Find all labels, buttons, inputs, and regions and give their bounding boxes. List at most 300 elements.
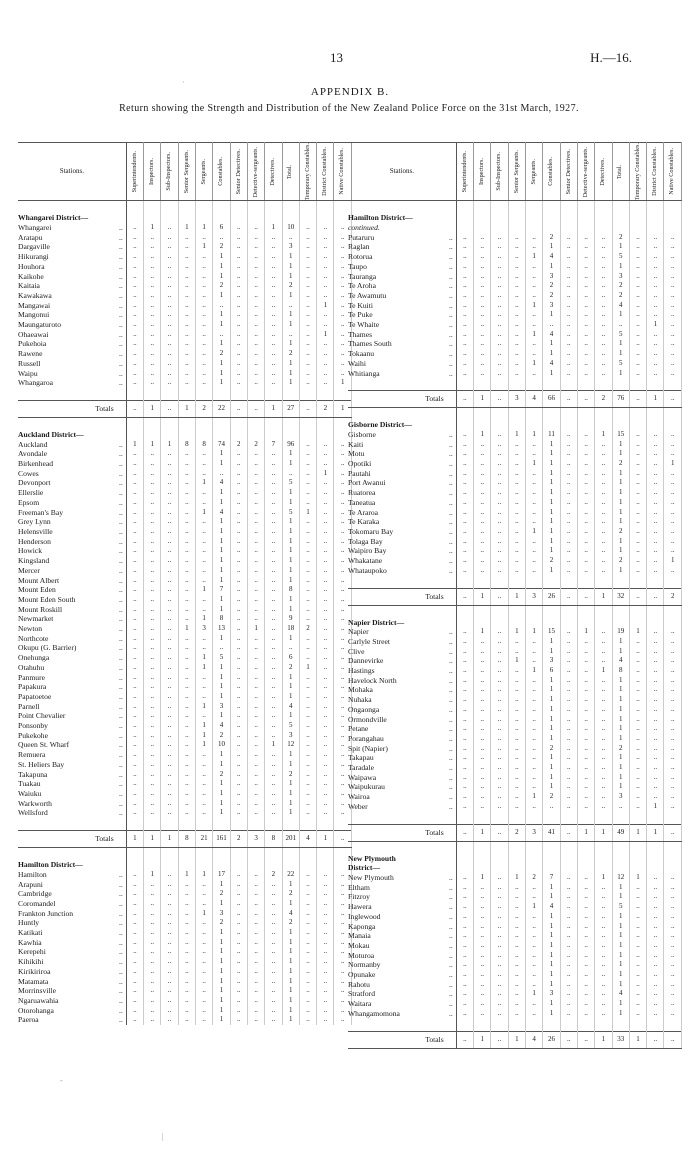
- station-name-cell: [348, 922, 456, 932]
- station-name: Tokaanu: [348, 349, 375, 359]
- total-value: 27: [282, 400, 299, 417]
- value-cell: ..: [560, 330, 577, 340]
- value-cell: ..: [577, 301, 594, 311]
- leader-dots: ..: [448, 675, 453, 685]
- station-name: Opotiki: [348, 459, 372, 469]
- station-name: Taradale: [348, 763, 375, 773]
- value-cell: ..: [299, 789, 316, 799]
- station-name: Mount Eden South: [18, 594, 76, 604]
- empty-cell: [508, 223, 525, 233]
- value-cell: 1: [213, 750, 230, 760]
- empty-cell: [317, 430, 334, 440]
- value-cell: ..: [508, 1009, 525, 1019]
- value-cell: 1: [213, 566, 230, 576]
- value-cell: 1: [543, 734, 560, 744]
- station-name-cell: [18, 233, 126, 243]
- station-name-cell: [348, 763, 456, 773]
- value-cell: ..: [230, 369, 247, 379]
- empty-cell: [525, 618, 542, 628]
- value-cell: ..: [508, 478, 525, 488]
- value-cell: ..: [195, 517, 212, 527]
- leader-dots: ..: [118, 339, 123, 349]
- empty-cell: [144, 213, 161, 223]
- station-row: [348, 242, 682, 252]
- station-name: Pukekohe: [18, 730, 48, 740]
- value-cell: ..: [178, 349, 195, 359]
- empty-cell: [456, 863, 473, 873]
- value-cell: ..: [577, 705, 594, 715]
- value-cell: 2: [213, 918, 230, 928]
- value-cell: ..: [178, 1006, 195, 1016]
- leader-dots: ..: [448, 950, 453, 960]
- station-name: Ellerslie: [18, 488, 44, 498]
- station-row: [18, 1006, 352, 1016]
- station-name: Te Awamutu: [348, 290, 387, 300]
- spacer-cell: [595, 1019, 612, 1032]
- value-cell: ..: [265, 624, 282, 634]
- value-cell: ..: [299, 702, 316, 712]
- column-header: [543, 143, 560, 201]
- leader-dots: ..: [448, 459, 453, 469]
- value-cell: ..: [178, 242, 195, 252]
- value-cell: ..: [247, 262, 264, 272]
- value-cell: ..: [456, 449, 473, 459]
- value-cell: ..: [334, 996, 352, 1006]
- value-cell: ..: [474, 359, 491, 369]
- value-cell: ..: [299, 498, 316, 508]
- value-cell: ..: [508, 922, 525, 932]
- value-cell: ..: [334, 449, 352, 459]
- value-cell: ..: [195, 682, 212, 692]
- station-name-cell: [18, 566, 126, 576]
- station-name-cell: [348, 724, 456, 734]
- value-cell: ..: [334, 527, 352, 537]
- value-cell: ..: [525, 349, 542, 359]
- value-cell: 3: [213, 702, 230, 712]
- spacer-cell: [577, 812, 594, 825]
- value-cell: ..: [525, 980, 542, 990]
- value-cell: ..: [299, 731, 316, 741]
- value-cell: ..: [456, 339, 473, 349]
- station-name-cell: [18, 440, 126, 450]
- column-header: [560, 143, 577, 201]
- value-cell: ..: [161, 527, 178, 537]
- value-cell: 1: [213, 310, 230, 320]
- value-cell: ..: [525, 802, 542, 812]
- leader-dots: ..: [448, 704, 453, 714]
- value-cell: ..: [230, 789, 247, 799]
- spacer-cell: [247, 388, 264, 401]
- station-row: [348, 517, 682, 527]
- leader-dots: ..: [448, 872, 453, 882]
- station-name: Putaruru: [348, 232, 375, 242]
- value-cell: ..: [647, 734, 664, 744]
- value-cell: ..: [491, 359, 508, 369]
- value-cell: ..: [334, 711, 352, 721]
- value-cell: ..: [629, 233, 646, 243]
- value-cell: ..: [299, 310, 316, 320]
- value-cell: 1: [213, 799, 230, 809]
- station-name-cell: [348, 873, 456, 883]
- value-cell: ..: [178, 889, 195, 899]
- total-value: ..: [491, 391, 508, 408]
- value-cell: ..: [230, 262, 247, 272]
- value-cell: ..: [595, 705, 612, 715]
- value-cell: ..: [334, 899, 352, 909]
- value-cell: ..: [334, 740, 352, 750]
- station-name: Epsom: [18, 497, 40, 507]
- value-cell: ..: [629, 715, 646, 725]
- value-cell: ..: [195, 928, 212, 938]
- value-cell: 1: [508, 430, 525, 440]
- spacer-cell: [18, 388, 126, 401]
- value-cell: ..: [161, 566, 178, 576]
- value-cell: ..: [664, 301, 682, 311]
- spacer-cell: [474, 576, 491, 589]
- value-cell: 1: [612, 999, 629, 1009]
- value-cell: ..: [178, 252, 195, 262]
- value-cell: ..: [317, 740, 334, 750]
- leader-dots: ..: [118, 271, 123, 281]
- value-cell: ..: [247, 498, 264, 508]
- leader-dots: ..: [118, 358, 123, 368]
- station-name-cell: [18, 281, 126, 291]
- value-cell: ..: [560, 469, 577, 479]
- value-cell: 1: [474, 873, 491, 883]
- column-header: [525, 143, 542, 201]
- empty-cell: [144, 860, 161, 870]
- empty-cell: [144, 430, 161, 440]
- value-cell: ..: [560, 320, 577, 330]
- value-cell: ..: [629, 734, 646, 744]
- value-cell: ..: [195, 301, 212, 311]
- column-header: [664, 143, 682, 201]
- value-cell: ..: [195, 252, 212, 262]
- value-cell: ..: [629, 369, 646, 379]
- spacer-cell: [595, 378, 612, 391]
- value-cell: ..: [491, 291, 508, 301]
- value-cell: 1: [213, 605, 230, 615]
- value-cell: ..: [230, 760, 247, 770]
- value-cell: 1: [612, 685, 629, 695]
- empty-cell: [595, 213, 612, 223]
- leader-dots: ..: [118, 281, 123, 291]
- value-cell: ..: [334, 779, 352, 789]
- value-cell: ..: [247, 508, 264, 518]
- total-value: ..: [577, 588, 594, 605]
- value-cell: ..: [543, 802, 560, 812]
- empty-cell: [456, 420, 473, 430]
- station-name-cell: [18, 546, 126, 556]
- value-cell: ..: [491, 773, 508, 783]
- value-cell: 1: [629, 627, 646, 637]
- station-name-cell: [18, 967, 126, 977]
- value-cell: ..: [577, 469, 594, 479]
- value-cell: ..: [647, 951, 664, 961]
- total-value: ..: [491, 588, 508, 605]
- station-name-cell: [18, 799, 126, 809]
- value-cell: ..: [178, 653, 195, 663]
- spacer-cell: [247, 848, 264, 861]
- value-cell: 1: [213, 1015, 230, 1025]
- value-cell: ..: [525, 734, 542, 744]
- station-row: [348, 734, 682, 744]
- value-cell: ..: [664, 566, 682, 576]
- value-cell: ..: [299, 349, 316, 359]
- empty-cell: [230, 213, 247, 223]
- value-cell: ..: [299, 262, 316, 272]
- value-cell: ..: [525, 242, 542, 252]
- value-cell: ..: [195, 262, 212, 272]
- value-cell: ..: [195, 488, 212, 498]
- value-cell: ..: [144, 517, 161, 527]
- value-cell: ..: [317, 889, 334, 899]
- value-cell: ..: [161, 799, 178, 809]
- station-row: [18, 947, 352, 957]
- column-header-label: District Constables.: [651, 147, 659, 197]
- value-cell: ..: [334, 576, 352, 586]
- empty-cell: [595, 420, 612, 430]
- value-cell: ..: [612, 802, 629, 812]
- value-cell: ..: [299, 281, 316, 291]
- value-cell: ..: [629, 705, 646, 715]
- value-cell: 1: [543, 469, 560, 479]
- value-cell: ..: [161, 614, 178, 624]
- column-header-label: Sub-Inspectors.: [495, 152, 503, 191]
- station-name: Frankton Junction: [18, 908, 74, 918]
- value-cell: ..: [161, 595, 178, 605]
- value-cell: ..: [126, 517, 143, 527]
- value-cell: ..: [317, 760, 334, 770]
- value-cell: 1: [213, 488, 230, 498]
- leader-dots: ..: [118, 898, 123, 908]
- value-cell: ..: [491, 330, 508, 340]
- station-name: Takapau: [348, 753, 374, 763]
- empty-cell: [612, 863, 629, 873]
- value-cell: ..: [144, 996, 161, 1006]
- value-cell: ..: [508, 902, 525, 912]
- value-cell: 1: [213, 779, 230, 789]
- station-name: Kawhia: [18, 937, 42, 947]
- value-cell: ..: [525, 291, 542, 301]
- value-cell: ..: [213, 469, 230, 479]
- value-cell: ..: [265, 320, 282, 330]
- station-name-cell: [18, 595, 126, 605]
- value-cell: ..: [144, 469, 161, 479]
- value-cell: ..: [508, 566, 525, 576]
- value-cell: ..: [334, 808, 352, 818]
- value-cell: ..: [525, 320, 542, 330]
- value-cell: ..: [647, 744, 664, 754]
- value-cell: ..: [247, 889, 264, 899]
- station-row: [18, 799, 352, 809]
- station-name: Otahuhu: [18, 662, 45, 672]
- value-cell: ..: [647, 233, 664, 243]
- value-cell: ..: [126, 909, 143, 919]
- value-cell: ..: [230, 517, 247, 527]
- value-cell: ..: [456, 440, 473, 450]
- empty-cell: [230, 860, 247, 870]
- value-cell: 1: [282, 977, 299, 987]
- value-cell: 1: [525, 430, 542, 440]
- value-cell: ..: [178, 556, 195, 566]
- value-cell: ..: [178, 947, 195, 957]
- leader-dots: ..: [118, 662, 123, 672]
- leader-dots: ..: [118, 889, 123, 899]
- value-cell: ..: [647, 469, 664, 479]
- value-cell: ..: [508, 999, 525, 1009]
- value-cell: ..: [161, 242, 178, 252]
- station-name-cell: [18, 488, 126, 498]
- value-cell: ..: [664, 883, 682, 893]
- value-cell: ..: [664, 430, 682, 440]
- value-cell: ..: [265, 272, 282, 282]
- total-value: 2: [595, 391, 612, 408]
- value-cell: ..: [647, 301, 664, 311]
- value-cell: ..: [595, 802, 612, 812]
- value-cell: ..: [317, 643, 334, 653]
- value-cell: ..: [525, 744, 542, 754]
- value-cell: ..: [577, 546, 594, 556]
- value-cell: ..: [577, 310, 594, 320]
- value-cell: ..: [629, 310, 646, 320]
- value-cell: ..: [334, 272, 352, 282]
- value-cell: ..: [595, 792, 612, 802]
- station-row: [18, 281, 352, 291]
- station-row: [18, 653, 352, 663]
- value-cell: ..: [491, 705, 508, 715]
- value-cell: ..: [317, 537, 334, 547]
- column-header: [178, 143, 195, 201]
- value-cell: 74: [213, 440, 230, 450]
- station-row: [18, 252, 352, 262]
- value-cell: ..: [317, 731, 334, 741]
- value-cell: ..: [299, 899, 316, 909]
- spacer-cell: [348, 378, 456, 391]
- leader-dots: ..: [448, 902, 453, 912]
- empty-cell: [595, 854, 612, 864]
- value-cell: ..: [299, 808, 316, 818]
- value-cell: ..: [525, 912, 542, 922]
- value-cell: ..: [178, 478, 195, 488]
- value-cell: ..: [230, 643, 247, 653]
- leader-dots: ..: [448, 517, 453, 527]
- total-value: 1: [144, 831, 161, 848]
- value-cell: ..: [317, 880, 334, 890]
- value-cell: ..: [577, 233, 594, 243]
- value-cell: ..: [647, 970, 664, 980]
- empty-cell: [508, 863, 525, 873]
- value-cell: ..: [647, 892, 664, 902]
- value-cell: ..: [491, 272, 508, 282]
- value-cell: ..: [299, 909, 316, 919]
- leader-dots: ..: [448, 478, 453, 488]
- value-cell: 1: [213, 986, 230, 996]
- value-cell: ..: [664, 922, 682, 932]
- value-cell: ..: [247, 291, 264, 301]
- value-cell: ..: [126, 508, 143, 518]
- value-cell: ..: [456, 242, 473, 252]
- value-cell: ..: [629, 291, 646, 301]
- value-cell: 1: [213, 947, 230, 957]
- value-cell: ..: [161, 301, 178, 311]
- value-cell: ..: [474, 792, 491, 802]
- leader-dots: ..: [448, 724, 453, 734]
- leader-dots: ..: [118, 918, 123, 928]
- value-cell: ..: [491, 970, 508, 980]
- station-name: Avondale: [18, 449, 47, 459]
- value-cell: ..: [126, 252, 143, 262]
- value-cell: ..: [299, 291, 316, 301]
- leader-dots: ..: [448, 281, 453, 291]
- value-cell: 1: [282, 459, 299, 469]
- value-cell: ..: [178, 488, 195, 498]
- station-row: [18, 880, 352, 890]
- spacer-cell: [247, 818, 264, 831]
- value-cell: ..: [126, 595, 143, 605]
- value-cell: 1: [612, 724, 629, 734]
- value-cell: ..: [334, 585, 352, 595]
- value-cell: ..: [195, 527, 212, 537]
- value-cell: ..: [144, 537, 161, 547]
- value-cell: ..: [178, 320, 195, 330]
- value-cell: ..: [525, 695, 542, 705]
- station-name-cell: [348, 469, 456, 479]
- leader-dots: ..: [118, 232, 123, 242]
- station-name-cell: [348, 1009, 456, 1019]
- value-cell: ..: [161, 556, 178, 566]
- station-row: [18, 378, 352, 388]
- value-cell: ..: [126, 459, 143, 469]
- column-header-label: Native Constables.: [668, 148, 676, 196]
- value-cell: 2: [213, 281, 230, 291]
- spacer-cell: [647, 605, 664, 618]
- value-cell: ..: [629, 980, 646, 990]
- value-cell: ..: [265, 378, 282, 388]
- value-cell: ..: [334, 643, 352, 653]
- empty-cell: [612, 854, 629, 864]
- value-cell: ..: [664, 339, 682, 349]
- value-cell: 1: [213, 634, 230, 644]
- value-cell: ..: [595, 566, 612, 576]
- value-cell: ..: [247, 576, 264, 586]
- value-cell: ..: [629, 960, 646, 970]
- empty-cell: [265, 430, 282, 440]
- leader-dots: ..: [448, 979, 453, 989]
- station-row: [348, 566, 682, 576]
- value-cell: 96: [282, 440, 299, 450]
- value-cell: ..: [230, 731, 247, 741]
- value-cell: ..: [664, 508, 682, 518]
- value-cell: ..: [178, 595, 195, 605]
- value-cell: ..: [230, 967, 247, 977]
- station-name-cell: [348, 556, 456, 566]
- value-cell: ..: [126, 799, 143, 809]
- value-cell: ..: [161, 291, 178, 301]
- station-row: [18, 498, 352, 508]
- spacer-cell: [525, 1019, 542, 1032]
- station-name: Gisborne: [348, 429, 376, 439]
- station-name-cell: [18, 918, 126, 928]
- station-name: Wairoa: [348, 792, 370, 802]
- value-cell: ..: [577, 980, 594, 990]
- value-cell: 1: [213, 252, 230, 262]
- value-cell: 1: [213, 378, 230, 388]
- value-cell: ..: [126, 281, 143, 291]
- value-cell: ..: [299, 605, 316, 615]
- spacer-cell: [629, 812, 646, 825]
- value-cell: 1: [612, 508, 629, 518]
